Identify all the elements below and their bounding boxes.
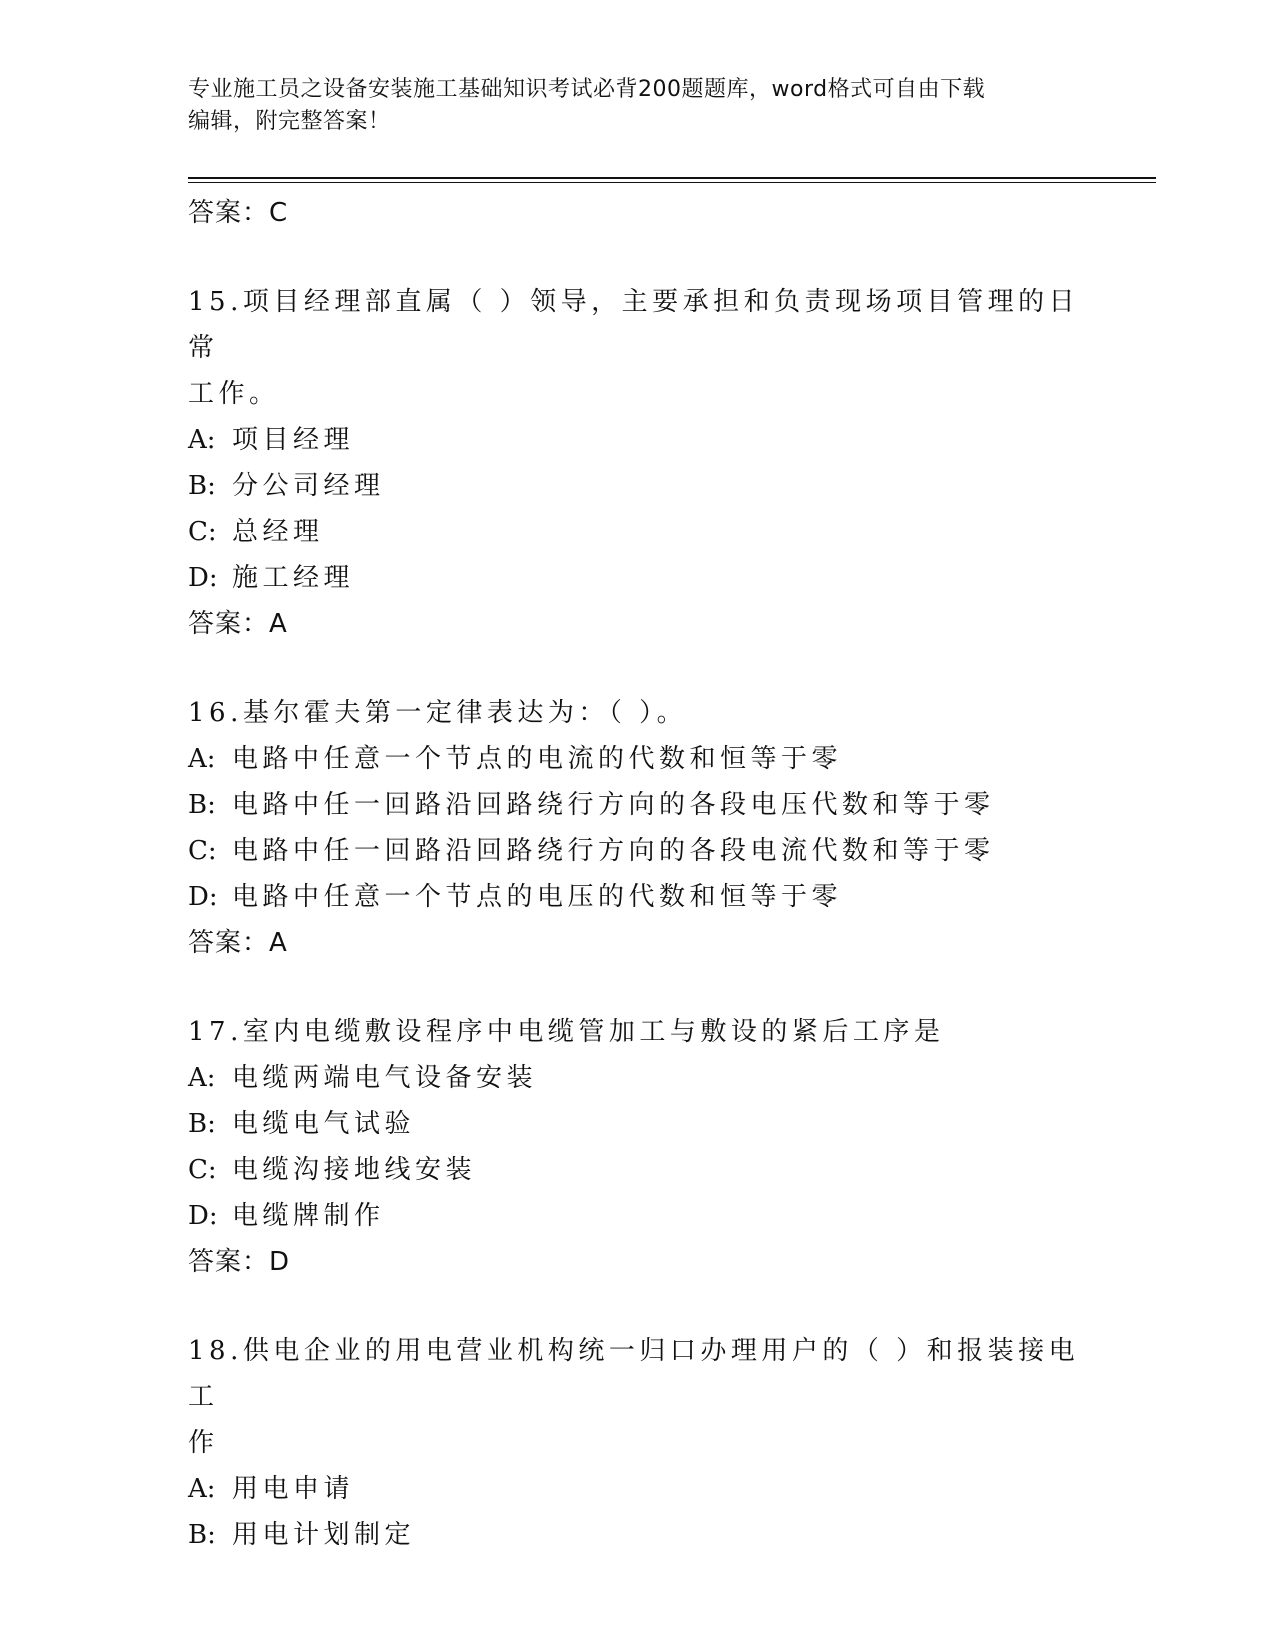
- option-text: 电缆牌制作: [232, 1201, 385, 1231]
- question-stem-line: 18.供电企业的用电营业机构统一归口办理用户的（ ）和报装接电工: [188, 1336, 1080, 1412]
- question-stem-line: 16.基尔霍夫第一定律表达为：（ ）。: [188, 698, 688, 728]
- question-stem-line: 工作。: [188, 379, 280, 409]
- option-letter: C:: [188, 517, 217, 547]
- header-rule-thick: [188, 177, 1156, 179]
- question-list: [188, 190, 1088, 1558]
- header-rule-thin: [188, 182, 1156, 183]
- header-title-line2: 编辑，附完整答案！: [188, 109, 391, 134]
- option-b: [188, 463, 1088, 509]
- option-text: 总经理: [232, 517, 324, 547]
- option-d: [188, 555, 1088, 601]
- option-letter: B:: [188, 471, 216, 501]
- option-letter: A:: [188, 1063, 216, 1093]
- previous-answer: 答案：C: [188, 198, 289, 228]
- question-stem: [188, 279, 1088, 417]
- question-17: [188, 1009, 1088, 1285]
- option-c: [188, 828, 1088, 874]
- option-c: [188, 1147, 1088, 1193]
- option-text: 电缆沟接地线安装: [232, 1155, 477, 1185]
- option-letter: D:: [188, 563, 218, 593]
- option-a: [188, 1055, 1088, 1101]
- option-letter: D:: [188, 1201, 218, 1231]
- option-letter: A:: [188, 425, 216, 455]
- question-stem: [188, 1009, 1088, 1055]
- option-letter: A:: [188, 1474, 216, 1504]
- option-b: [188, 782, 1088, 828]
- option-letter: B:: [188, 1520, 216, 1550]
- option-text: 项目经理: [232, 425, 355, 455]
- option-a: [188, 736, 1088, 782]
- option-d: [188, 1193, 1088, 1239]
- question-answer: 答案：A: [188, 609, 288, 639]
- option-text: 电缆两端电气设备安装: [232, 1063, 538, 1093]
- question-15: [188, 279, 1088, 647]
- option-letter: C:: [188, 836, 217, 866]
- question-stem: [188, 1328, 1088, 1466]
- option-text: 用电计划制定: [232, 1520, 416, 1550]
- option-letter: A:: [188, 744, 216, 774]
- option-letter: C:: [188, 1155, 217, 1185]
- question-stem-line: 作: [188, 1428, 219, 1458]
- question-answer: 答案：D: [188, 1247, 291, 1277]
- option-d: [188, 874, 1088, 920]
- question-stem: [188, 690, 1088, 736]
- header-title-line1: 专业施工员之设备安装施工基础知识考试必背200题题库，word格式可自由下载: [188, 77, 986, 102]
- option-b: [188, 1101, 1088, 1147]
- option-text: 用电申请: [232, 1474, 355, 1504]
- option-a: [188, 1466, 1088, 1512]
- question-stem-line: 15.项目经理部直属（ ）领导，主要承担和负责现场项目管理的日常: [188, 287, 1080, 363]
- question-answer: 答案：A: [188, 928, 288, 958]
- option-b: [188, 1512, 1088, 1558]
- option-c: [188, 509, 1088, 555]
- option-letter: D:: [188, 882, 218, 912]
- option-text: 电路中任一回路沿回路绕行方向的各段电压代数和等于零: [232, 790, 995, 820]
- question-18: [188, 1328, 1088, 1558]
- option-text: 电路中任意一个节点的电压的代数和恒等于零: [232, 882, 843, 912]
- option-text: 电路中任意一个节点的电流的代数和恒等于零: [232, 744, 843, 774]
- option-letter: B:: [188, 790, 216, 820]
- document-header: [188, 74, 1068, 138]
- option-letter: B:: [188, 1109, 216, 1139]
- option-text: 分公司经理: [232, 471, 385, 501]
- question-16: [188, 690, 1088, 966]
- option-a: [188, 417, 1088, 463]
- option-text: 施工经理: [232, 563, 355, 593]
- question-stem-line: 17.室内电缆敷设程序中电缆管加工与敷设的紧后工序是: [188, 1017, 945, 1047]
- option-text: 电路中任一回路沿回路绕行方向的各段电流代数和等于零: [232, 836, 995, 866]
- option-text: 电缆电气试验: [232, 1109, 416, 1139]
